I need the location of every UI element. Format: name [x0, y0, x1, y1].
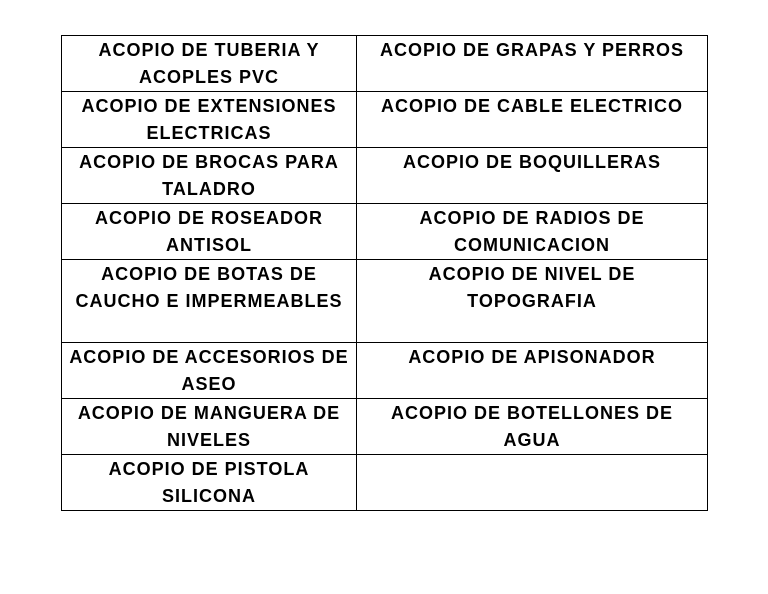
table-cell: ACOPIO DE RADIOS DE COMUNICACION	[357, 204, 708, 260]
table-row	[62, 260, 708, 343]
table-row	[62, 399, 708, 455]
table-row	[62, 455, 708, 511]
table-row	[62, 92, 708, 148]
table-row	[62, 204, 708, 260]
table-cell-empty	[357, 455, 708, 511]
table-row	[62, 148, 708, 204]
table-cell: ACOPIO DE NIVEL DE TOPOGRAFIA	[357, 260, 708, 343]
items-table	[61, 35, 708, 511]
table-row	[62, 343, 708, 399]
table-cell: ACOPIO DE MANGUERA DE NIVELES	[62, 399, 357, 455]
table-row	[62, 36, 708, 92]
table-cell: ACOPIO DE APISONADOR	[357, 343, 708, 399]
table-cell: ACOPIO DE BOTAS DE CAUCHO E IMPERMEABLES	[62, 260, 357, 343]
table-cell: ACOPIO DE BROCAS PARA TALADRO	[62, 148, 357, 204]
table-cell: ACOPIO DE CABLE ELECTRICO	[357, 92, 708, 148]
table-cell: ACOPIO DE EXTENSIONES ELECTRICAS	[62, 92, 357, 148]
table-cell: ACOPIO DE ROSEADOR ANTISOL	[62, 204, 357, 260]
table-cell: ACOPIO DE GRAPAS Y PERROS	[357, 36, 708, 92]
table-cell: ACOPIO DE BOQUILLERAS	[357, 148, 708, 204]
table-cell: ACOPIO DE PISTOLA SILICONA	[62, 455, 357, 511]
table-cell: ACOPIO DE TUBERIA Y ACOPLES PVC	[62, 36, 357, 92]
table-cell: ACOPIO DE ACCESORIOS DE ASEO	[62, 343, 357, 399]
table-cell: ACOPIO DE BOTELLONES DE AGUA	[357, 399, 708, 455]
